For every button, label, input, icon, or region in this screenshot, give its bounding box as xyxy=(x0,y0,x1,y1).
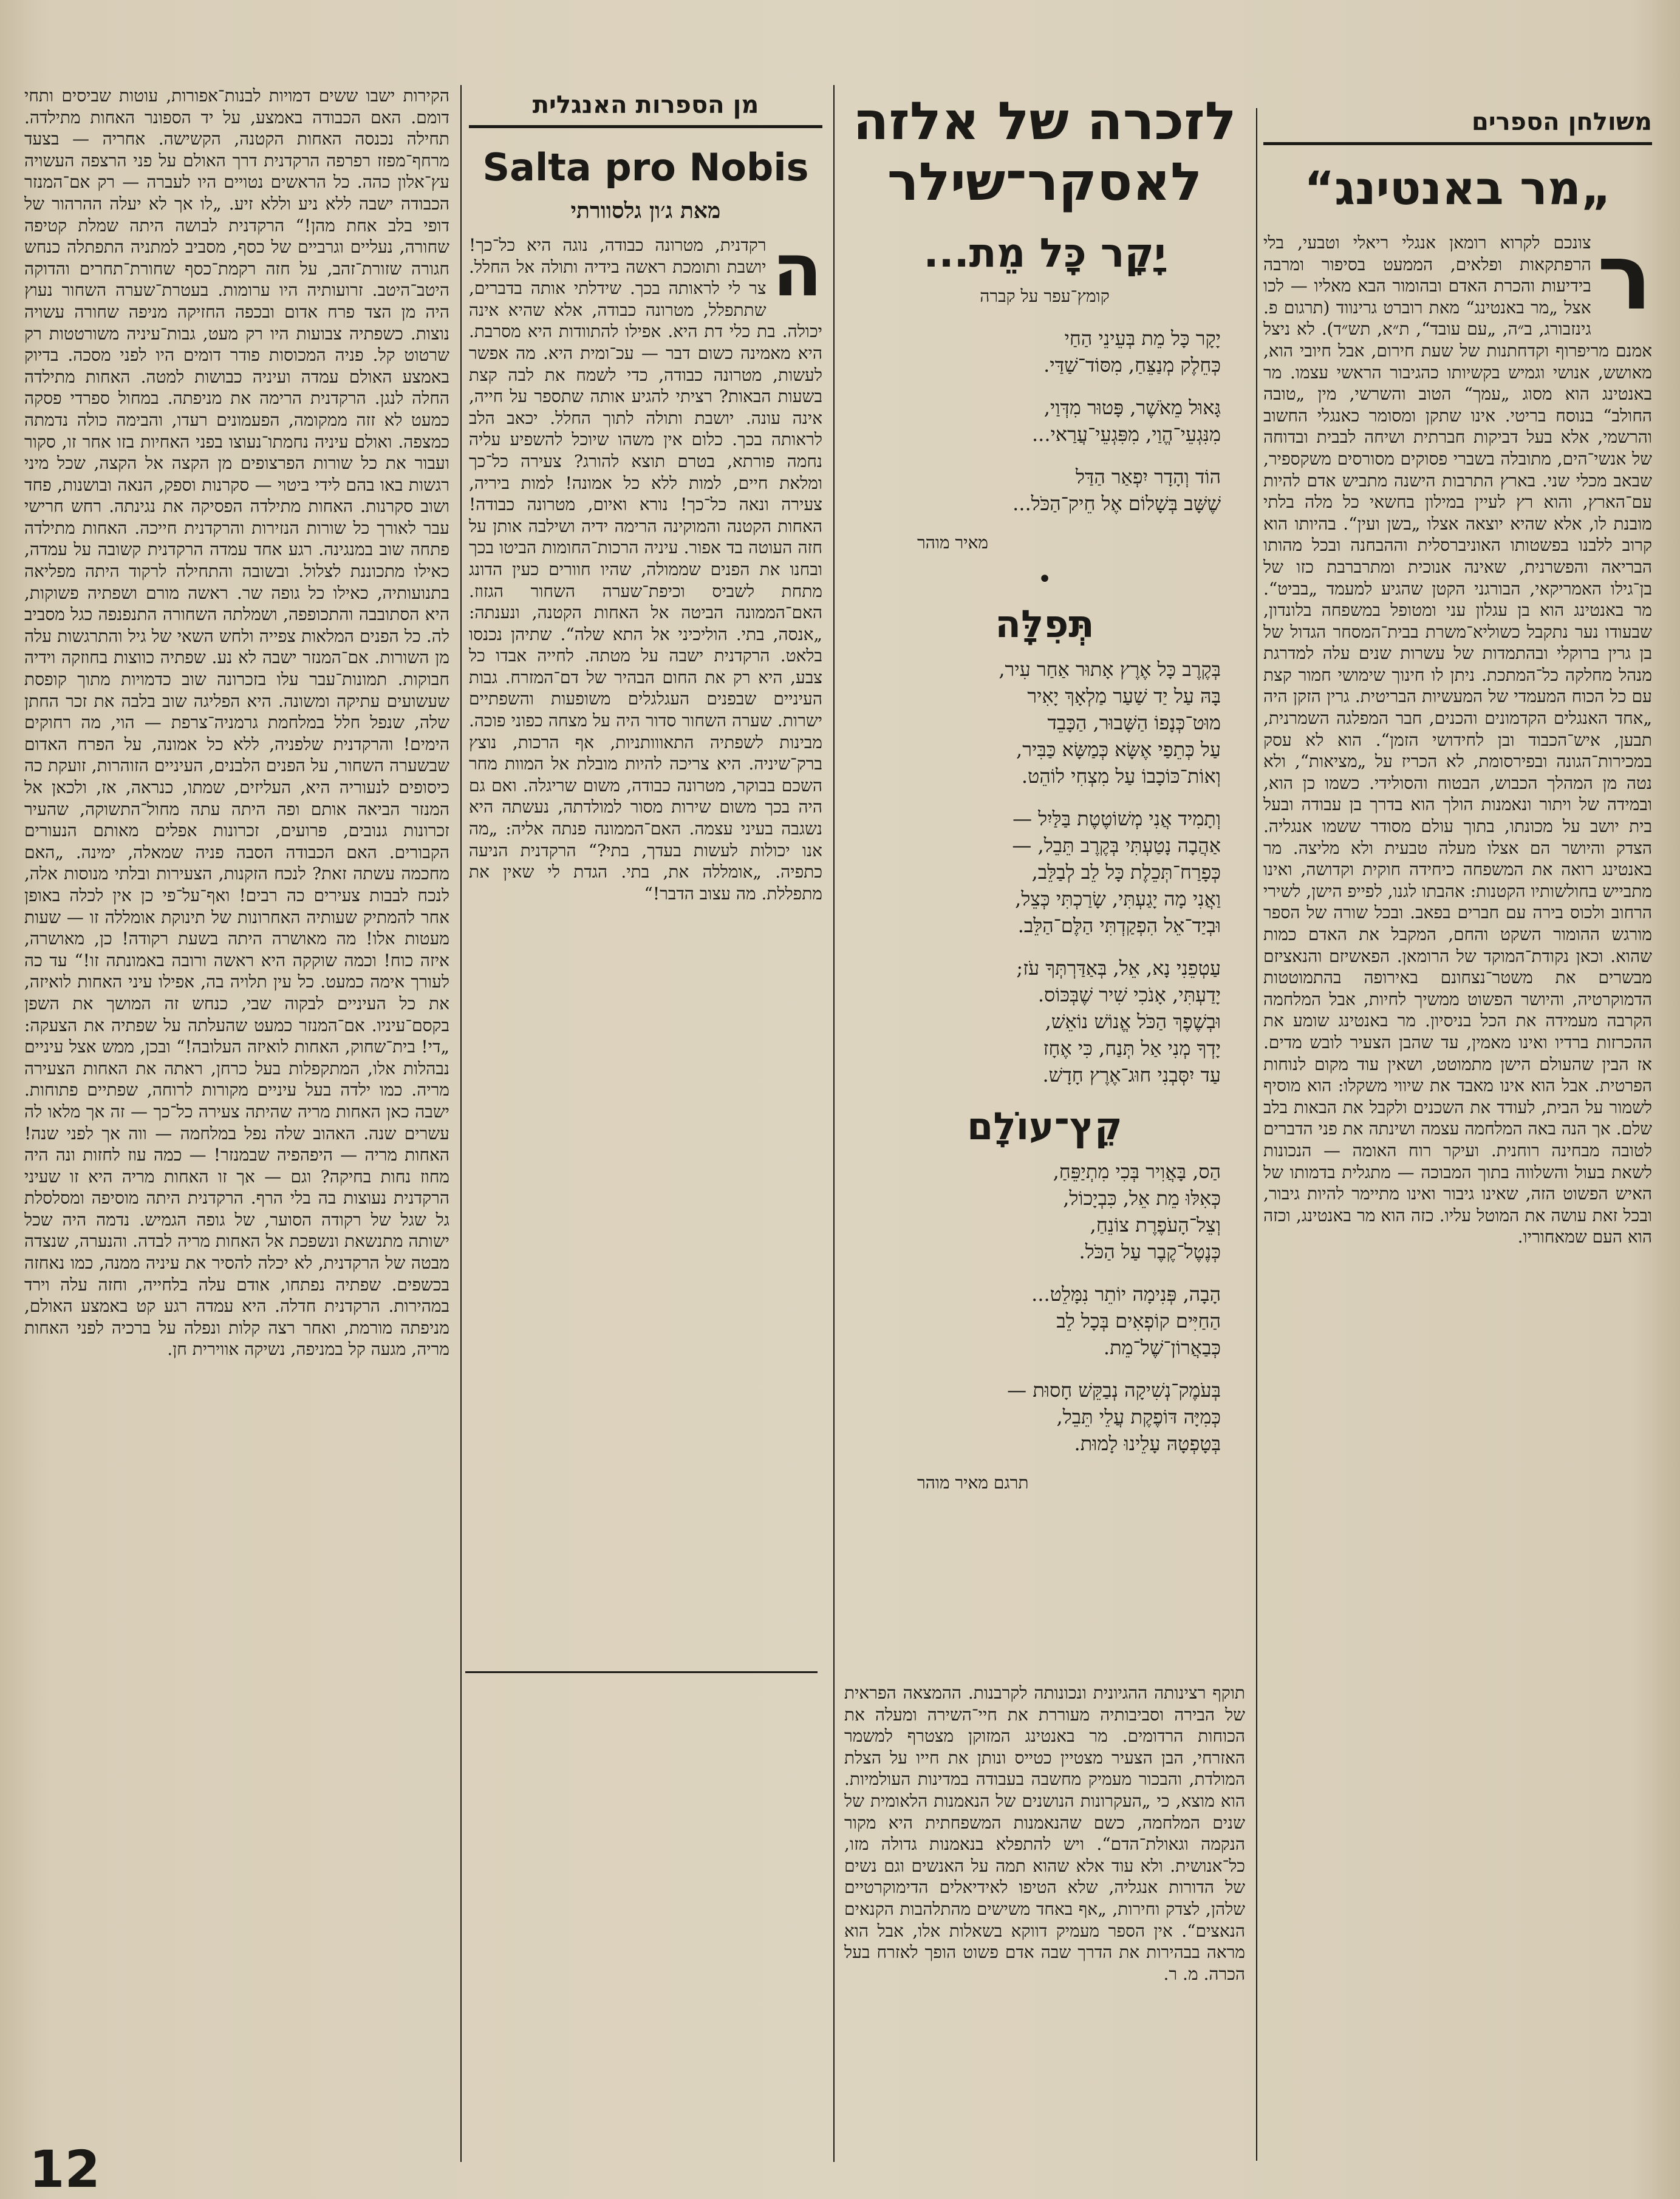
poem-line: עַל כְּתֵפַי אֶשָּׂא כְּמַשָּׂא כַּבִּיר, xyxy=(1016,738,1221,761)
story-continued-column xyxy=(24,85,449,2168)
poem-line: בְּעֹמֶק־נְשִׁיקָה נְבַקֵּשׁ חָסוּת — xyxy=(1007,1379,1221,1402)
poem-line: כְּנֶטֶל־קֶבֶר עַל הַכֹּל. xyxy=(1079,1240,1221,1263)
poem-stanza xyxy=(844,955,1221,1088)
book-review-title: „מר באנטינג“ xyxy=(1304,161,1611,215)
poem-line: וּבְיַד־אֵל הִפְקַדְתִּי הַלֶּם־הַלֵּב. xyxy=(1017,914,1221,937)
poem-line: הַס, בָּאֲוִיר בְּכִי מִתְיַפֵּחַ, xyxy=(1053,1160,1221,1183)
poem-line: כְּמִיָּה דּוֹפֶקֶת עֲלֵי תֵּבֵל, xyxy=(1056,1405,1221,1428)
poem-line: וַאֲנִי מָה יָגַעְתִּי, שָׂרַכְתִּי כְּצֵל, xyxy=(1015,887,1221,910)
essay-column xyxy=(844,1682,1245,2162)
poem-stanza xyxy=(844,805,1221,939)
book-review-column xyxy=(1263,108,1652,2167)
column-rule xyxy=(833,85,835,2162)
poem-line: עַד יִסְּבְנִי חוּג־אֶרֶץ חָדָשׁ. xyxy=(1042,1063,1221,1086)
poem-line: בְּטָפְטָהּ עָלֵינוּ לָמוּת. xyxy=(1074,1432,1221,1455)
drop-cap: ה xyxy=(772,228,822,313)
poem-stanza xyxy=(844,1158,1221,1265)
poem-line: שֶׁשָּׁב בְּשָׁלוֹם אֶל חֵיק־הַכֹּל... xyxy=(1012,492,1221,515)
poem3-title: קֵץ־עוֹלָם xyxy=(967,1104,1122,1148)
poem-stanza xyxy=(844,1377,1221,1457)
poem-line: כְּחֵלֶק מְנַצֵּחַ, מִסּוֹד־שַׁדַּי. xyxy=(1043,353,1221,377)
poem-line: גָּאוּל מֵאֹשֶׁר, פָּטוּר מִדְּוַי, xyxy=(1043,396,1221,419)
section-header: משולחן הספרים xyxy=(1263,108,1652,145)
poem-stanza xyxy=(844,394,1221,448)
book-review-text: ר צונכם לקרוא רומאן אנגלי ריאלי וטבעי, בלי הרפתקאות ופלאים, הממעט בסיפור ומרבה בידיעות והכרת האדם ובהומור הבא מאליו — לכו אצל „מר באנטינג“ מאת רוברט גרינווד (תרגום פ. גינזבורג, ב״ה, „עם עובד“, ת״א, תש״ד). לא ניצל אמנם מריפרוף וקדחתנות של שעת חירום, אבל חיובי הוא, מאושש, אנושי וגמיש בקשיותו כהגיבור הראשי עצמו. מר באנטינג הוא מסוג „עמך“ הטוב והשרשי, מין „טובה החולב“ בנוסח בריטי. אינו שתקן ומסומר כאנגלי החשוב והרשמי, אלא בעל דביקות חברתית ושיחה לבבית ובדוחה של אנשי־הים, מתובלה בשברי פסוקים מסורסים משקספיר, שבאב מכלי שני. בארץ התרבות הישנה מתביש אדם להיות עם־הארץ, והוא רץ לעיין במילון בחשאי כל מלה בלתי מובנת לו, אלא שהיא יוצאה אצלו „בשן ועין“. בהיותו הוא קרוב ללבנו בפשטותו האוניברסלית וההבחנה ובכל מהותו הבריאה והפשרנית, שאינה אנוכית ומתרברבת כזו של בן־גילו האמריקאי, הבורגני הקטן שהגיע למעמד „בביט“. מר באנטינג הוא בן עגלון עני ומטופל במשפחה בלונדון, שבעודו נער נתקבל כשוליא־משרת בבית־המסחר הגדול של בן גרין ברוקלי ובהתמדות של עשרות שנים עלה למדרגת מנהל מחלקה כל־המתכת. ניתן לו חינוך שימושי חמור קצת עם כל הכוח המעמדי של המעשיות הבריטית. גרין הזקן היה „אחד האנגלים הקדמונים והכנים, חבר המפלגה השמרנית, תבען, איש־הכבוד ובן לחידושי הזמן“. הוא לא עסק במכירות־הגונה ובפירסומת, לא הכריז על „מציאות“, ולא נטה מן המהלך הכבוש, הבטוח והסולידי. כשמו כן הוא, ובמידה של ויתור ונאמנות הולך הוא בדרך בן עבודה ובעל בית יושב על מכונתו, בתוך עולם מסודר ששמו אנגליה. הצדק והיושר הם אצלו מעלה טבעית ולא מליצה. מר באנטינג רואה את המשפחה כיחידה חוקית וקדושה, ואינו מתבייש בחולשותיו הקטנות: אהבתו לגנו, לפייפ הישן, לשירי הרחוב ולכוס בירה עם חברים בפאב. ובכל שורה של הספר מורגש ההומור השקט והחם, המקבל את האדם כמות שהוא. וכאן נקודת־המוקד של הרומאן. הפאשיזם והנאציזם מבשרים את משטר־נצחונם באירופה בהתמוטטות הדמוקרטיה, והיושר הפשוט ממשיך לחיות, אבל המלחמה הקרבה מעמידה את הכל בניסיון. מר באנטינג שומע את ההכרזות ברדיו ואינו מאמין, עד שהבן הצעיר לובש מדים. אז הבין שהעולם הישן מתמוטט, ושאין עוד מקום לנוחות הפרטית. אבל הוא אינו מאבד את שיווי משקלו: הוא מוסיף לשמור על הבית, לעודד את השכנים ולקבל את הבאות בלב שלם. אך הנה באה המלחמה עצמה ושינתה את פני הדברים לטובה מבחינה רוחנית. ועיקר רוח האומה — הנכונות לשאת בעול והשלווה בתוך המבוכה — מתגלית בדמותו של האיש הפשוט הזה, שאינו גיבור ואינו מתיימר להיות גיבור, ובכל זאת עושה את המוטל עליו. כזה הוא מר באנטינג, וכזה הוא העם שמאחוריו. xyxy=(1263,225,1652,1247)
poem-line: כְּבַאֲרוֹן־שֶׁל־מֵת. xyxy=(1103,1336,1221,1359)
poem-line: הַחַיִּים קוֹפְאִים בְּכָל לֵב xyxy=(1056,1309,1221,1332)
poem-line: כְּאִלּוּ מֵת אֵל, כִּבְיָכוֹל, xyxy=(1063,1187,1221,1210)
story-text: ה רקדנית, מטרונה כבודה, נוגה היא כל־כך! יושבת ותומכת ראשה בידיה ותולה אל החלל. צר לי לראותה בכך. שידלתי אותה בדברים, שתתפלל, מטרונה כבודה, אלא שהיא אינה יכולה. בת כלי דת היא. אפילו להתוודות היא מסרבת. היא מאמינה כשום דבר — עכ־ומית היא. מה אפשר לעשות, מטרונה כבודה, כדי לשמח את לבה קצת בשעות הבאות? רציתי להגיע אותה שתספר על חייה, אינה עונה. יושבת ותולה לתוך החלל. יכאב הלב לראותה בכך. כלום אין משהו שיוכל להשפיע עליה נחמה פורתא, בטרם תוצא להורג? צעירה כל־כך ומלאת חיים, למות ללא כל אמונה! למות ביריה, צעירה ונאה כל־כך! נורא ואיום, מטרונה כבודה! האחות הקטנה והמוקינה הרימה ידיה ושילבה אותן על חזה העוטה בד אפור. עיניה הרכות־החומות הביטו בכך ובחנו את הפנים שממולה, שהיו חוורים כעין הדונג מתחת לשביס וכיפת־שערה השחור הגזוז. האם־הממונה הביטה אל האחות הקטנה, ונענתה: „אנסה, בתי. הוליכיני אל התא שלה“. שתיהן נכנסו בלאט. הרקדנית ישבה על מטתה. לחייה אבדו כל צבע, היא רק את החום הבהיר של דם־המזרח. גבות העיניים שבפנים העגלגלים משופעות והשפתיים ישרות. שערה השחור סדור היה על מצחה כפוני פוכה. מבינות לשפתיה התאווותניות, אף הרכות, נוצץ ברק־שיניה. היא צריכה להיות מובלת אל המוות מחר השכם בבוקר, מטרונה כבודה, משום שריגלה. ואם גם היה בכך משום שירות מסור למולדתה, נעשתה היא נשגבה בעיני עצמה. האם־הממונה פנתה אליה: „מה אנו יכולות לעשות בעדך, בתי?“ הרקדנית הניעה כתפיה. „אומללה את, בתי. הגדת לי שאין את מתפללת. מה עצוב הדבר!“ xyxy=(469,228,822,904)
poem-line: יָקָר כָּל מֵת בְּעֵינֵי הַחַי xyxy=(1064,327,1221,350)
poem-line: עַטְפֵנִי נָא, אֵל, בְּאַדַּרְתְּךָ עֹז; xyxy=(1016,956,1221,980)
poem-line: בָּהּ עַל יַד שַׁעַר מַלְאָךְ יָאִיר xyxy=(1027,684,1221,707)
story-continued-text: הקירות ישבו ששים דמויות לבנות־אפורות, עוטות שביסים ותחי דומם. האם הכבודה באמצע, על יד הספונר האחות מתילדה. תחילה נכנסה האחות הקטנה, הקשישה. אחריה — בצעד מרחף־מפזז רפרפה הרקדנית דרך האולם על פני הרצפה העשויה עץ־אלון כהה. כל הראשים נטויים היו לעברה — רק אם־המנזר הכבודה ישבה ללא ניע וללא זיע. „לו אך לא יעלה ההרהור של דופי בלב אחת מהן!“ הרקדנית לבושה היתה שמלת קטיפה שחורה, נעליים וגרביים של כסף, מסביב למתניה התפתלה כנחש חגורה שזורת־זהב, על חזה רקמת־כסף שחורת־תחרים והדוקה היטב־היטב. זרועותיה היו ערומות. בעטרת־שערה השחור נעוץ היה מן הצד פרח אדום ובכפה החזיקה מניפה שחורה עשויה נוצות. כשפתיה צבועות היו רק מעט, גבות־עיניה משורטטות רק שרטוט קל. פניה המכוסות פודר דומים היו לפני מסכה. בדיוק באמצע האולם עמדה ועיניה כבושות למטה. האחות מתילדה החלה לנגן. הרקדנית הרימה את מניפתה. במחול ספרדי פסקה כמעט לא זזה ממקומה, הפעמונים רעדו, והבימה כולה נדמתה כמצפה. ואולם עיניה נחמתו־נעוצו בפני האחיות בזו אחר זו, סקור ועבור את כל שורות הפרצופים מן הקצה אל הקצה, שכל מיני רגשות באו בהם לידי ביטוי — סקרנות וספק, הנאה ובושנות, פחד ושוב סקרנות. האחות מתילדה הפסיקה את נגינתה. רחש חרישי עבר לאורך כל שורות הנזירות והרקדנית חייכה. האחות מתילדה פתחה שוב במנגינה. רגע אחד עמדה הרקדנית קשובה על עמדה, כאילו מתכוננת לצלול. ובשובה והתחילה לרקוד היתה מפליאה בתנועותיה, כאילו כל גופה שר. ראשה מורם ושפתיה פשוקות, היא הסתובבה והתכופפה, ושמלתה השחורה התנפנפה כגל מסביב לה. כל הפנים המלאות צפייה ולחש השאי של גיל והתרגשות עלה מן השורות. אם־המנזר ישבה לא נע. שפתיה כווצות בחוזקה וידיה חבוקות. תמונות־עבר עלו בזכרונה שוב כדמויות מתוך קופסת שעשועים עתיקה ומשונה. היא הפליגה שוב בלבה את זכר החתן שלה, שנפל חלל במלחמת גרמניה־צרפת — הוי, מה רחוקים הימים! והרקדנית שלפניה, ללא כל אמונה, על הפרח האדום שבשערה השחור, על הפנים הלבנים, העיניים הזוהרות, זועקת כה כיסופים לנעוריה היא, העליזים, שמתו, כנראה, אז, ולכאן אל המנזר הביאה אותם ופה היתה עתה מחול־התשוקה, שהעיר זכרונות גנובים, פרועים, זכרונות אפלים מאותם הנעורים הקבורים. האם הכבודה הסבה פניה שמאלה, ימינה. „האם מחכמה עשתה זאת? לנכח הזקנות, הצעירות ובלתי מנוסות אלה, לנכח לבבות צעירים כה רבים! ואף־על־פי כן אין לכלה באופן אחר להמתיק שעותיה האחרונות של תינוקת אומללה זו — שעות מעטות אלו! מה מאושרה היתה בשעת רקודה! כן, מאושרה, איזה כוח! וכמה שוקקה היא ראשה ורובה באמונתה זו!“ עד כה לעורך אימה כמעט. כל עין תלויה בה, אפילו עיני האחות לואיזה, את כל העיניים לבקוה שבי, כנחש זה המושך את השפן בקסם־עיניו. אם־המנזר כמעט שהעלתה על שפתיה את הצעקה: „די! בית־שחוק, האחות לואיזה העלובה!“ ובכן, ממש אצל עיניים נבהלות אלו, המתקפלות בעל כרחן, ראתה את האחות הצעירה מריה. כמו ילדה בעל עיניים מקורות לרוחה, שפתיים פתוחות. ישבה כאן האחות מריה שהיתה צעירה כל־כך — זה אך מלאו לה עשרים שנה. האהוב שלה נפל במלחמה — ווה אך לפני שנה! האחות מריה — היפהפיה שבמנזר! — כמה עוז לחזות ונה היה מחוז נחות בחיקה? וגם — אך זו האחות מריה היא זו שעיני הרקדנית נעוצות בה בלי הרף. הרקדנית היתה מוסיפה ומסלסלת גל שגל של רקודה הסוער, של גופה הגמיש. נדמה היה שכל ישותה מתנשאת ונשפכת אל האחות מריה לבדה. והנערה, שנצדה מבטה של הרקדנית, לא יכלה להסיר את עיניה ממנה, כמו נאחזה בכשפים. שפתיה נפתחו, אודם עלה בלחייה, וחזה עלה וירד במהירות. הרקדנית חדלה. היא עמדה רגע קט באמצע האולם, מניפתה מורמת, ואחר רצה קלות ונפלה על ברכיה לפני האחות מריה, מגעה קל במניפה, נשיקה אווירית חן. xyxy=(24,86,449,1360)
column-rule xyxy=(460,85,462,2162)
poem-line: וּבְשֶׁפֶךְ הַכֹּל אֱנוֹשׁ נוֹאֵשׁ, xyxy=(1045,1010,1221,1033)
poem-stanza xyxy=(844,1281,1221,1361)
poem-line: יָדְךָ מְנִי אַל תְּנַח, כִּי אֶחָז xyxy=(1043,1037,1221,1060)
story-title: Salta pro Nobis xyxy=(482,145,809,189)
essay-text: תוקף רצינותה ההגיונית ונכונותה לקרבנות. ההמצאה הפראית של הבירה וסביבותיה מעוררת את חיי־השירה ומעלה את הכוחות הרדומים. מר באנטינג המזוקן מצטרף למשמר האזרחי, הבן הצעיר מצטיין כטייס ונותן את חייו על הצלת המולדת, והבכור מעמיק מחשבה בעבודה במדינות העולמיות. הוא מוצא, כי „העקרונות הנושנים של הנאמנות הלאומית של שנים המלחמה, כשם שהנאמנות המשפחתית היא מקור הנקמה וגאולת־הדם“. ויש להתפלא בנאמנות גדולה מזו, כל־אנושית. ולא עוד אלא שהוא תמה על האנשים וגם נשים של הדורות אנגליה, שלא הטיפו לאידיאלים הדימוקרטיים שלהן, לצדק וחירות, „אף באחד משישים מהתלהבות הקנאים הנאצים“. אין הספר מעמיק דווקא בשאלות אלו, אבל הוא מראה בבהירות את הדרך שבה אדם פשוט הופך לאזרח בעל הכרה. מ. ר. xyxy=(844,1683,1245,1984)
story-author: מאת ג׳ון גלסוורתי xyxy=(570,198,721,223)
separator-dot: • xyxy=(1037,565,1052,593)
translator-credit: תרגם מאיר מוהר xyxy=(917,1473,1029,1493)
page-number: 12 xyxy=(29,2139,100,2199)
poem-line: וְתָמִיד אֲנִי מְשׁוֹטֶטֶת בַּלַּיִל — xyxy=(1012,807,1221,830)
section-header: מן הספרות האנגלית xyxy=(469,91,822,128)
poem1-subtitle: קומץ־עפר על קברה xyxy=(980,286,1110,306)
poem1-title: יָקָר כָּל מֵת... xyxy=(923,230,1166,276)
english-lit-column xyxy=(469,91,822,2162)
poem2-body xyxy=(844,656,1245,1088)
poem-line: מוּט־כְּנָפוֹ הַשָּׁבוּר, הַכָּבֵד xyxy=(1047,711,1221,734)
poems-column xyxy=(844,91,1245,1646)
poem-line: כְּפָרַח־תְּכֵלֶת כָּל לֵב לְבַלֵּב, xyxy=(1031,861,1221,884)
poem1-body xyxy=(844,325,1245,517)
poem1-signature: מאיר מוהר xyxy=(917,533,989,553)
poems-main-title: לזכרה של אלזה לאסקר־שילר xyxy=(853,91,1237,213)
drop-cap: ר xyxy=(1597,225,1652,330)
poem-stanza xyxy=(844,656,1221,789)
poem-line: בְּקֶרֶב כָּל אֶרֶץ אָתוּר אַחַר עִיר, xyxy=(999,658,1221,681)
poem3-body xyxy=(844,1158,1245,1457)
poem-stanza xyxy=(844,463,1221,517)
poem-line: אַהֲבָה נָטַעְתִּי בְּקֶרֶב תֵּבֵל, — xyxy=(1012,834,1221,857)
poem2-title: תְּפִלָּה xyxy=(995,602,1094,646)
column-rule xyxy=(1256,108,1257,2161)
poem-line: מִנִּגְעֵי־הֱוַי, מִפִּגְעֵי־עֲרַאי... xyxy=(1032,423,1221,446)
poem-line: יָדַעְתִּי, אָנֹכִי שִׁיר שֶׁבְּכּוֹס. xyxy=(1037,983,1221,1006)
poem-line: וְאוֹת־כּוֹכָבוֹ עַל מִצְחִי לוֹהֵט. xyxy=(1021,765,1221,788)
poem-line: וְצֵל־הָעֹפֶרֶת צוֹנֵחַ, xyxy=(1090,1213,1221,1236)
poem-line: הָבָה, פְּנִימָה יוֹתֵר נִמָּלֵט... xyxy=(1031,1283,1221,1306)
poem-stanza xyxy=(844,325,1221,378)
poem-line: הוֹד וְהָדָר יִפְאַר הַדַּל xyxy=(1075,465,1221,488)
